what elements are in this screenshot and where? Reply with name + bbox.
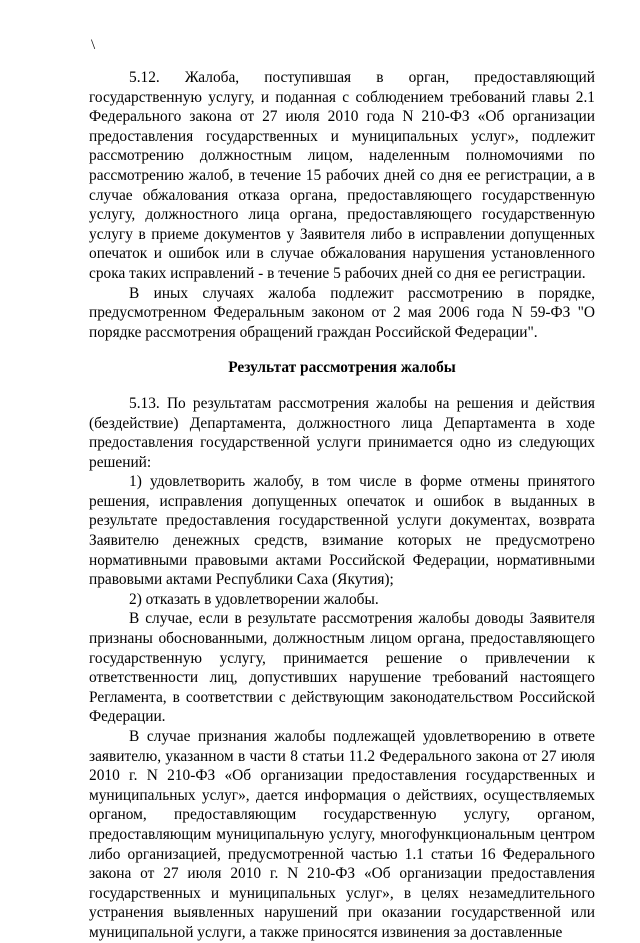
decision-item-2: 2) отказать в удовлетворении жалобы. — [129, 590, 379, 608]
paragraph-5-13: 5.13. По результатам рассмотрения жалобы на решения и действия (бездействие) Департамента, должностного лица Департамента в ходе предоставления государственной услуги принимается одно из следующих решений: — [89, 394, 595, 471]
paragraph-satisfied-complaint: В случае признания жалобы подлежащей удовлетворению в ответе заявителю, указанном в части 8 статьи 11.2 Федерального закона от 27 июля 2010 г. N 210-ФЗ «Об организации предоставления государственных и муниципальных услуг», дается информация о действиях, осуществляемых органом, предоставляющим государственную услугу, органом, предоставляющим муниципальную услугу, многофункциональным центром либо организацией, предусмотренной частью 1.1 статьи 16 Федерального закона от 27 июля 2010 г. N 210-ФЗ «Об организации предоставления государственных и муниципальных услуг», в целях незамедлительного устранения выявленных нарушений при оказании государственной или муниципальной услуги, а также приносятся извинения за доставленные — [89, 728, 595, 941]
paragraph-other-cases: В иных случаях жалоба подлежит рассмотрению в порядке, предусмотренном Федеральным законом от 2 мая 2006 года N 59-ФЗ "О порядке рассмотрения обращений граждан Российской Федерации". — [89, 284, 595, 341]
document-body — [89, 68, 595, 943]
corner-mark: \ — [91, 37, 96, 53]
paragraph-justified-complaint: В случае, если в результате рассмотрения жалобы доводы Заявителя признаны обоснованными, должностным лицом органа, предоставляющего государственную услугу, принимается решение о привлечении к ответственности лиц, допустивших нарушение требований настоящего Регламента, в соответствии с действующим законодательством Российской Федерации. — [89, 610, 595, 726]
paragraph-5-12: 5.12. Жалоба, поступившая в орган, предоставляющий государственную услугу, и поданная с соблюдением требований главы 2.1 Федерального закона от 27 июля 2010 года N 210-ФЗ «Об организации предоставления государственных и муниципальных услуг», подлежит рассмотрению должностным лицом, наделенным полномочиями по рассмотрению жалоб, в течение 15 рабочих дней со дня ее регистрации, а в случае обжалования отказа органа, предоставляющего государственную услугу, должностного лица органа, предоставляющего государственную услугу в приеме документов у Заявителя либо в исправлении допущенных опечаток и ошибок или в случае обжалования нарушения установленного срока таких исправлений - в течение 5 рабочих дней со дня ее регистрации. — [89, 69, 595, 282]
decision-item-1: 1) удовлетворить жалобу, в том числе в форме отмены принятого решения, исправления допущенных опечаток и ошибок в выданных в результате предоставления государственной услуги документах, возврата Заявителю денежных средств, взимание которых не предусмотрено нормативными правовыми актами Российской Федерации, нормативными правовыми актами Республики Саха (Якутия); — [89, 473, 595, 589]
section-heading: Результат рассмотрения жалобы — [228, 359, 456, 377]
